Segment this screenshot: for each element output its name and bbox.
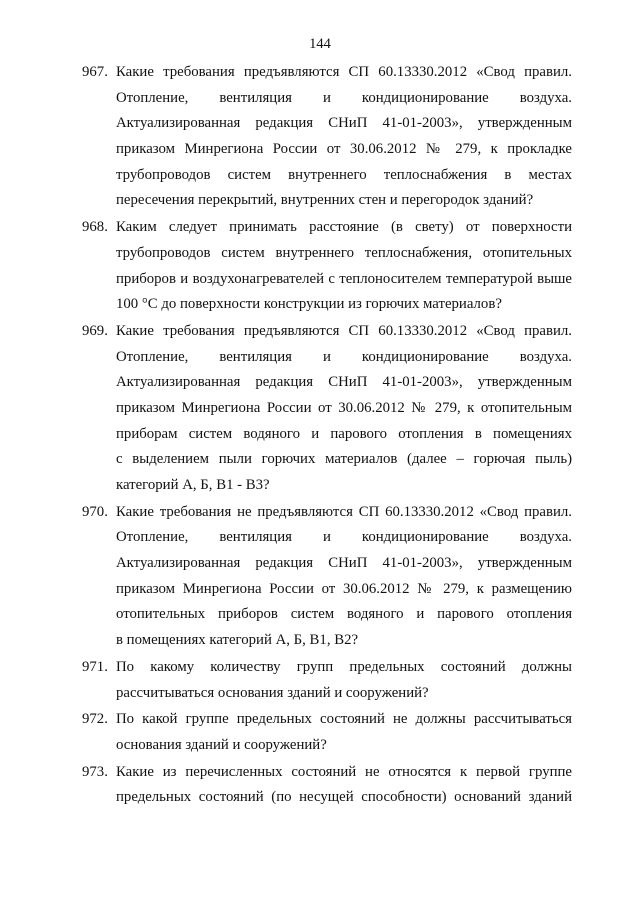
- question-text-line: отопительных приборов систем водяного и парового отопления: [116, 606, 572, 623]
- question-number: 967.: [82, 64, 108, 80]
- question-number: 970.: [82, 503, 108, 520]
- question-number: 968.: [82, 219, 108, 236]
- question-text-line: Каким следует принимать расстояние (в свету) от поверхности: [116, 219, 572, 236]
- question-text-line: категорий А, Б, В1 - В3?: [116, 477, 270, 493]
- question-text-line: Актуализированная редакция СНиП 41-01-2003», утвержденным: [116, 374, 572, 391]
- question-text-line: трубопроводов систем внутреннего теплоснабжения, отопительных: [116, 244, 572, 261]
- question-text-line: приборов и воздухонагревателей с теплоносителем температурой выше: [116, 270, 572, 287]
- question-text-line: Отопление, вентиляция и кондиционирование воздуха.: [116, 348, 572, 365]
- question-number: 973.: [82, 763, 108, 780]
- question-text-line: основания зданий и сооружений?: [116, 736, 327, 753]
- question-text-line: предельных состояний (по несущей способности) оснований зданий: [116, 789, 572, 806]
- question-970: [82, 500, 572, 654]
- question-text-line: Какие из перечисленных состояний не относятся к первой группе: [116, 763, 572, 780]
- question-number: 971.: [82, 658, 108, 675]
- question-text-line: в помещениях категорий А, Б, В1, В2?: [116, 632, 359, 649]
- question-text-line: 100 °С до поверхности конструкции из горючих материалов?: [116, 296, 502, 313]
- question-text-line: Отопление, вентиляция и кондиционирование воздуха.: [116, 89, 572, 106]
- question-text-line: приказом Минрегиона России от 30.06.2012 № 279, к размещению: [116, 580, 572, 597]
- question-text-line: Актуализированная редакция СНиП 41-01-2003», утвержденным: [116, 555, 572, 572]
- question-text-line: Какие требования не предъявляются СП 60.13330.2012 «Свод правил.: [116, 503, 572, 520]
- question-971: [82, 655, 572, 706]
- question-text-line: По какому количеству групп предельных состояний должны: [116, 658, 572, 675]
- question-number: 972.: [82, 711, 108, 728]
- question-text-line: Актуализированная редакция СНиП 41-01-2003», утвержденным: [116, 115, 572, 132]
- question-text-line: приказом Минрегиона России от 30.06.2012 № 279, к прокладке: [116, 141, 572, 158]
- question-text-line: По какой группе предельных состояний не должны рассчитываться: [116, 711, 572, 728]
- question-text-line: рассчитываться основания зданий и сооружений?: [116, 684, 429, 701]
- question-text-line: с выделением пыли горючих материалов (далее – горючая пыль): [116, 451, 572, 468]
- question-text-line: приказом Минрегиона России от 30.06.2012 № 279, к отопительным: [116, 399, 572, 416]
- question-973: [82, 760, 572, 811]
- question-972: [82, 707, 572, 758]
- question-text-line: пересечения перекрытий, внутренних стен и перегородок зданий?: [116, 192, 534, 209]
- question-number: 969.: [82, 322, 108, 339]
- question-text-line: трубопроводов систем внутреннего теплоснабжения в местах: [116, 166, 572, 183]
- question-text-line: Какие требования предъявляются СП 60.13330.2012 «Свод правил.: [116, 64, 572, 80]
- page-number: 144: [309, 36, 331, 52]
- question-969: [82, 319, 572, 499]
- question-text-line: Отопление, вентиляция и кондиционирование воздуха.: [116, 529, 572, 546]
- question-967: [82, 60, 572, 214]
- question-text-line: Какие требования предъявляются СП 60.13330.2012 «Свод правил.: [116, 322, 572, 339]
- question-968: [82, 215, 572, 318]
- question-list: [82, 60, 572, 812]
- question-text-line: приборам систем водяного и парового отопления в помещениях: [116, 425, 572, 442]
